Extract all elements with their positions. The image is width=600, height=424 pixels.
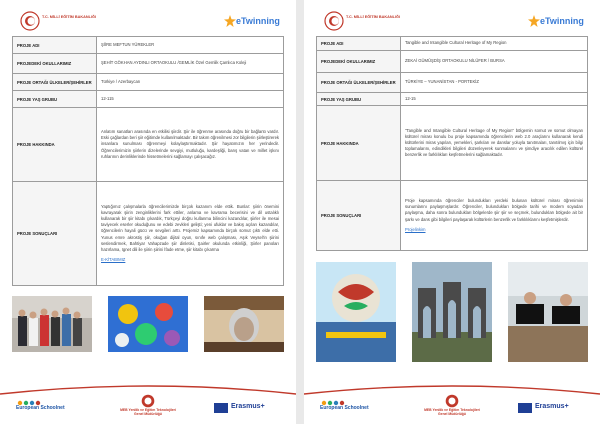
eu-flag-icon xyxy=(518,403,532,413)
project-name: Tangible and Intangible Cultural Heritage of My Region xyxy=(401,37,588,51)
row-label: PROJE HAKKINDA xyxy=(317,106,401,181)
meb-logo-text: T.C. MİLLİ EĞİTİM BAKANLIĞI xyxy=(346,15,400,19)
project-results: Yaptığımız çalışmalarla öğrencilerimizde birçok kazanım elde ettik. Bunlar: şiirin önemini kavrayarak şiirin zenginliklerini fark ettiler, anlama ve kavrama becerisini ve dil ustalıklı kullanarak bir şiir kitabı çıkardık, Türkçeyi doğru kullanma bilincini kazandılar, şiirler ile mesai taviyecek eserler okuduğunu ve edebi zevkleri gelişti; yeni ufuklar ve bakış açıları kazandılar, öğrencilerin hayali gücü ve sevgileri arttı. Projemiz kapsamında birçok somut çıktı elde etti. Yunus emre akrostiş şiir, okuğan dijital oyun, sınıfe web çalışması, Aşık Veysel'in şiirini seslendirmek, Bahtiyar Vahapzade şiir dinletisi, Şairler okulunda etkinliği, Şiirler panoları hazırlama, Ignet dili ile şiirin şiirini İfade etme, şiir kitabı çıkarma xyxy=(101,204,279,252)
project-partners: Türkiye / Azerbaycan xyxy=(97,74,284,91)
project-info-table xyxy=(12,36,284,286)
page-header xyxy=(12,10,284,34)
project-results-cell xyxy=(97,182,284,286)
meb-seal-icon xyxy=(20,11,40,31)
project-age-group: 12-15 xyxy=(401,93,588,106)
table-row xyxy=(317,181,588,251)
table-row xyxy=(13,182,284,286)
row-label: PROJE YAŞ GRUBU xyxy=(317,93,401,106)
table-row xyxy=(13,54,284,74)
etwinning-star-icon xyxy=(224,15,236,27)
row-label: PROJE SONUÇLARI xyxy=(13,182,97,286)
page-header xyxy=(316,10,588,34)
row-label: PROJE ORTAĞI ÜLKELER/ŞEHİRLER xyxy=(317,73,401,93)
project-partners: TÜRKİYE – YUNANİSTAN - PORTEKİZ xyxy=(401,73,588,93)
heritage-drawing-image xyxy=(316,262,396,362)
left-page xyxy=(0,0,296,424)
table-row xyxy=(13,37,284,54)
etwinning-wordmark: eTwinning xyxy=(540,16,584,26)
european-schoolnet-text: European Schoolnet xyxy=(320,405,369,411)
meb-seal-icon xyxy=(141,394,155,408)
poetry-collage-image xyxy=(108,296,188,352)
project-schools: ZEKAİ GÜMÜŞDİŞ ORTAOKULU NİLÜFER / BURSA xyxy=(401,51,588,73)
project-about: "Tangible and Intangible Cultural Heritage of My Region" bölgemin somut ve somut olmayan kültürel mirası konulu bu proje kapsamında öğrencilerin web 2.0 araçlarını kullanarak kendi kültürlerini miras yapıları, yemekleri, şarkıları ve danslar yoluyla tanıtmaları, tanıtılmış için bilgi toplamalarını, edindikleri bilgileri düzenleyerek sunmalarını ve şimdiye aracılık edilen kültürel benzerlik ve farklılıkları keşfetmelerini sağlamaktadır. xyxy=(401,106,588,181)
row-label: PROJE ADI xyxy=(317,37,401,51)
right-page xyxy=(304,0,600,424)
meb-logo-text: T.C. MİLLİ EĞİTİM BAKANLIĞI xyxy=(42,15,96,19)
meb-logo xyxy=(316,10,406,34)
poet-portrait-image xyxy=(204,296,284,352)
european-schoolnet-logo xyxy=(16,400,65,411)
meb-yegitek-text: MEB Yenilik ve Eğitim Teknolojileri Genel Müdürlüğü xyxy=(424,408,480,416)
photo-strip xyxy=(12,296,284,352)
project-about: Anlatım sanatları arasında en etkilisi şiirdir. Şiir ile öğrenme arasında doğru bir bağlantı vardır. Eski çağlardan beri şiir eğitimde kullanılmaktadır. Bir takım öğrenilmesi zor bilgilerin şiirleştirerek insanlara sunulması öğrenmeyi kolaylaştırmaktadır. Şiir hayatımızın her yerindedir. Öğrencilerimizin şiirlerin dizelerinde sevgiyi, mutluluğu, kardeşliği, barış vatan ve millet işkını ruhlarının derinliklerinde hissetmelerini sağlamayı çalışacağız. xyxy=(97,108,284,182)
project-results: Proje kapsamında öğrenciler bulundukları yerdeki bulunan kültürel mirası öğrenimini sunumlarını paylaşmışlardır. Öğrenciler, bulundukları bölgede tarihi ve modern soyadan paylaşma, daha sonra bulundukları bölgelerde şiir şiir ve seçmek, bulundukları bölgede ait bir şarkı ve dans gibi bilgileri paylaşarak kültürlerin benzerlik ve farklılıklarını keşfetmişlerdir. xyxy=(405,198,583,222)
meb-yegitek-logo xyxy=(118,394,178,416)
erasmus-text: Erasmus+ xyxy=(535,403,569,410)
project-age-group: 12-115 xyxy=(97,91,284,108)
etwinning-logo xyxy=(528,13,588,31)
photo-strip xyxy=(316,262,588,362)
project-name: ŞİİRE MEFTUN YÜREKLER xyxy=(97,37,284,54)
city-gate-photo xyxy=(412,262,492,362)
table-row xyxy=(317,93,588,106)
project-info-table xyxy=(316,36,588,251)
row-label: PROJEDEKİ OKULLARIMIZ xyxy=(317,51,401,73)
erasmus-logo xyxy=(518,402,582,414)
row-label: PROJE SONUÇLARI xyxy=(317,181,401,251)
project-schools: ŞEHİT GÖKHAN AYDINLI ORTAOKULU /GEMLİK Özel Gemlik Çamlıca Koleji xyxy=(97,54,284,74)
table-row xyxy=(317,51,588,73)
row-label: PROJE ADI xyxy=(13,37,97,54)
etwinning-logo xyxy=(224,13,284,31)
classroom-photo xyxy=(508,262,588,362)
meb-logo xyxy=(12,10,102,34)
row-label: PROJE ORTAĞI ÜLKELER/ŞEHİRLER xyxy=(13,74,97,91)
table-row xyxy=(13,91,284,108)
table-row xyxy=(317,106,588,181)
european-schoolnet-text: European Schoolnet xyxy=(16,405,65,411)
students-group-photo xyxy=(12,296,92,352)
european-schoolnet-logo xyxy=(320,400,369,411)
meb-yegitek-logo xyxy=(422,394,482,416)
meb-yegitek-text: MEB Yenilik ve Eğitim Teknolojileri Genel Müdürlüğü xyxy=(120,408,176,416)
etwinning-star-icon xyxy=(528,15,540,27)
meb-seal-icon xyxy=(445,394,459,408)
row-label: PROJE YAŞ GRUBU xyxy=(13,91,97,108)
table-row xyxy=(13,74,284,91)
table-row xyxy=(317,37,588,51)
erasmus-logo xyxy=(214,402,278,414)
eu-flag-icon xyxy=(214,403,228,413)
page-footer xyxy=(0,394,296,424)
row-label: PROJE HAKKINDA xyxy=(13,108,97,182)
row-label: PROJEDEKİ OKULLARIMIZ xyxy=(13,54,97,74)
meb-seal-icon xyxy=(324,11,344,31)
project-link[interactable]: Projelinkim xyxy=(405,226,426,232)
table-row xyxy=(317,73,588,93)
project-results-cell xyxy=(401,181,588,251)
etwinning-wordmark: eTwinning xyxy=(236,16,280,26)
erasmus-text: Erasmus+ xyxy=(231,403,265,410)
ebook-link[interactable]: E-KİTABIMIZ xyxy=(101,256,126,262)
table-row xyxy=(13,108,284,182)
page-footer xyxy=(304,394,600,424)
